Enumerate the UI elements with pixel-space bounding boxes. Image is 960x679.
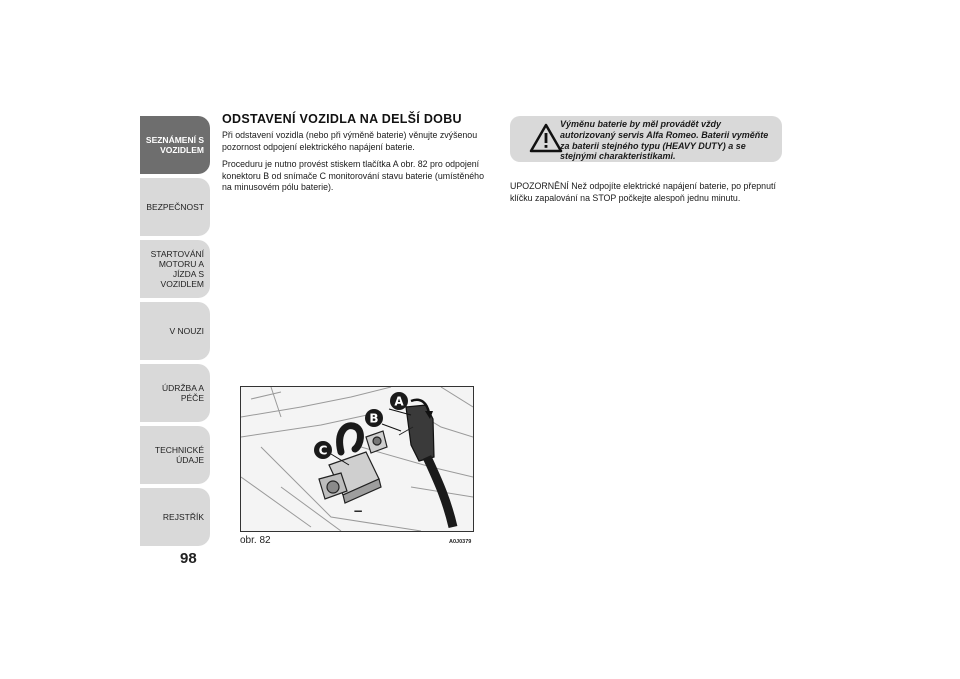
tab-label: STARTOVÁNÍ MOTORU A JÍZDA S VOZIDLEM [150,249,204,289]
callout-b: B [369,411,379,426]
section-heading: ODSTAVENÍ VOZIDLA NA DELŠÍ DOBU [222,112,462,126]
paragraph-2: Proceduru je nutno provést stiskem tlačítka A obr. 82 pro odpojení konektoru B od snímače C monitorování stavu baterie (umístěného na minusovém pólu baterie). [222,159,484,194]
figure-code: A0J0379 [449,539,472,545]
minus-pole-label: − [353,504,364,518]
tab-v-nouzi[interactable] [140,302,210,360]
warning-box [510,116,782,162]
figure-caption: obr. 82 [240,535,271,546]
paragraph-1: Při odstavení vozidla (nebo při výměně baterie) věnujte zvýšenou pozornost odpojení elektrického napájení baterie. [222,130,478,153]
sidebar-tabs [140,116,210,550]
battery-illustration [241,387,473,531]
tab-label: REJSTŘÍK [162,512,204,522]
tab-udrzba-a-pece[interactable] [140,364,210,422]
tab-label: SEZNÁMENÍ S VOZIDLEM [145,135,204,155]
tab-bezpecnost[interactable] [140,178,210,236]
tab-label: ÚDRŽBA A PÉČE [161,383,204,403]
tab-label: V NOUZI [169,326,204,336]
tab-rejstrik[interactable] [140,488,210,546]
main-column [222,112,490,200]
tab-label: TECHNICKÉ ÚDAJE [154,445,204,465]
tab-technicke-udaje[interactable] [140,426,210,484]
tab-startovani[interactable] [140,240,210,298]
page-number: 98 [180,550,197,567]
warning-triangle-icon [528,122,564,154]
callout-c: C [318,443,328,458]
right-column [510,116,782,214]
notice-text: UPOZORNĚNÍ Než odpojíte elektrické napájení baterie, po přepnutí klíčku zapalování na STOP počkejte alespoň jednu minutu. [510,181,776,204]
tab-seznameni-s-vozidlem[interactable] [140,116,210,174]
battery-figure [240,386,474,532]
tab-label: BEZPEČNOST [146,202,204,212]
warning-text: Výměnu baterie by měl provádět vždy autorizovaný servis Alfa Romeo. Baterii vyměňte za baterii stejného typu (HEAVY DUTY) a se stejnými charakteristikami. [560,119,769,162]
callout-a: A [394,394,404,409]
